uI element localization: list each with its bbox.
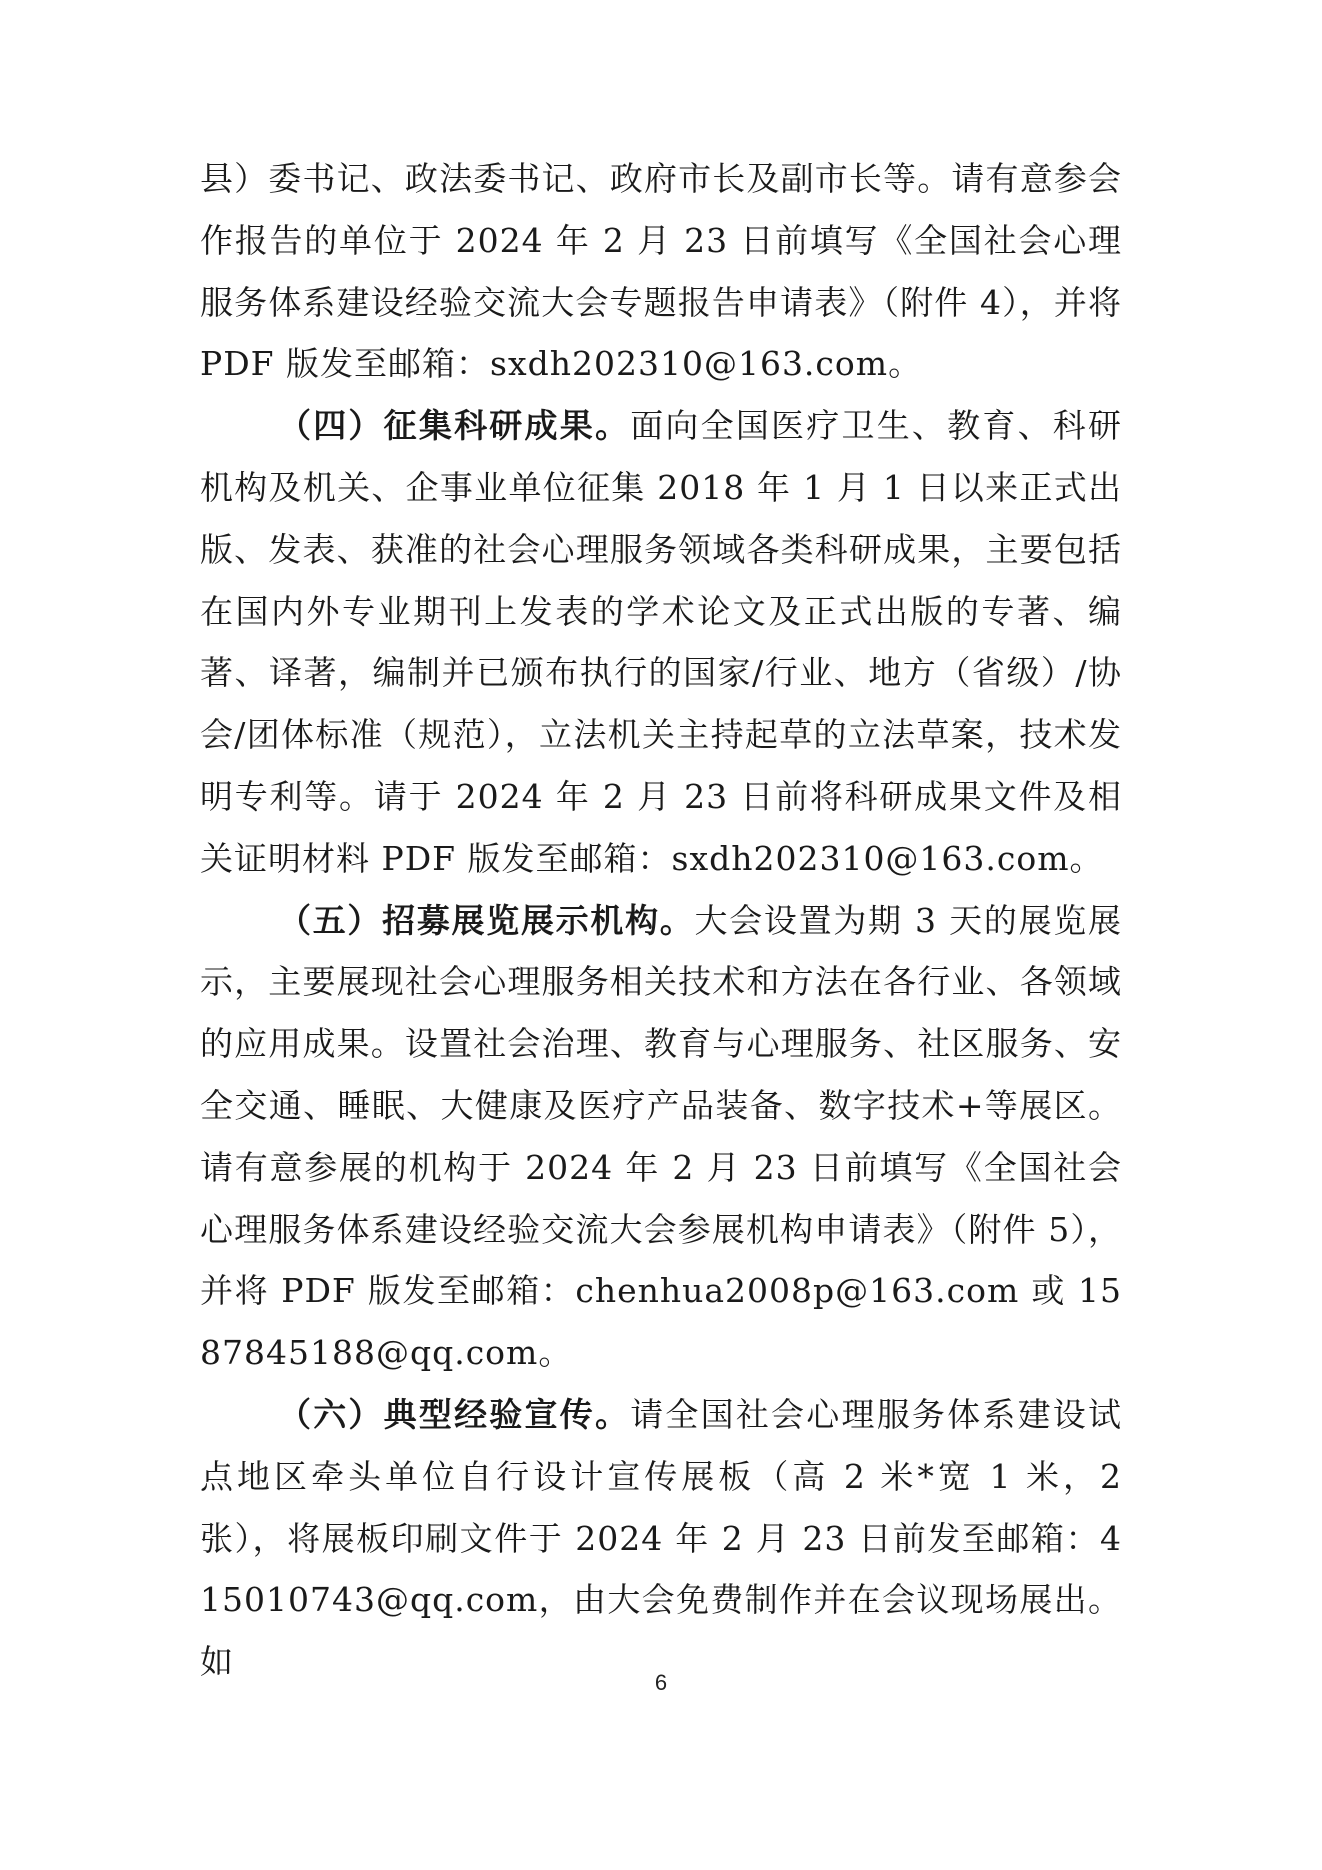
paragraph-report-continuation	[200, 148, 1122, 395]
paragraph-exhibition	[200, 890, 1122, 1384]
paragraph-text: 大会设置为期 3 天的展览展示，主要展现社会心理服务相关技术和方法在各行业、各领域的应用成果。设置社会治理、教育与心理服务、社区服务、安全交通、睡眠、大健康及医疗产品装备、数字技术+等展区。请有意参展的机构于 2024 年 2 月 23 日前填写《全国社会心理服务体系建设经验交流大会参展机构申请表》（附件 5），并将 PDF 版发至邮箱：chenhua2008p@163.com 或 1587845188@qq.com。	[200, 900, 1122, 1373]
section-heading-exhibition: （五）招募展览展示机构。	[278, 900, 695, 940]
paragraph-publicity	[200, 1384, 1122, 1693]
paragraph-text: 县）委书记、政法委书记、政府市长及副市长等。请有意参会作报告的单位于 2024 年 2 月 23 日前填写《全国社会心理服务体系建设经验交流大会专题报告申请表》（附件 4），并将 PDF 版发至邮箱：sxdh202310@163.com。	[200, 159, 1122, 384]
paragraph-research-results	[200, 395, 1122, 889]
section-heading-research: （四）征集科研成果。	[278, 406, 631, 446]
section-heading-publicity: （六）典型经验宣传。	[278, 1394, 631, 1434]
paragraph-text: 请全国社会心理服务体系建设试点地区牵头单位自行设计宣传展板（高 2 米*宽 1 米，2 张），将展板印刷文件于 2024 年 2 月 23 日前发至邮箱：415010743@qq.com，由大会免费制作并在会议现场展出。如	[200, 1394, 1123, 1682]
paragraph-text: 面向全国医疗卫生、教育、科研机构及机关、企事业单位征集 2018 年 1 月 1 日以来正式出版、发表、获准的社会心理服务领域各类科研成果，主要包括在国内外专业期刊上发表的学术论文及正式出版的专著、编著、译著，编制并已颁布执行的国家/行业、地方（省级）/协会/团体标准（规范），立法机关主持起草的立法草案，技术发明专利等。请于 2024 年 2 月 23 日前将科研成果文件及相关证明材料 PDF 版发至邮箱：sxdh202310@163.com。	[200, 406, 1123, 878]
document-body	[200, 148, 1122, 1693]
page-number: 6	[654, 1670, 668, 1695]
